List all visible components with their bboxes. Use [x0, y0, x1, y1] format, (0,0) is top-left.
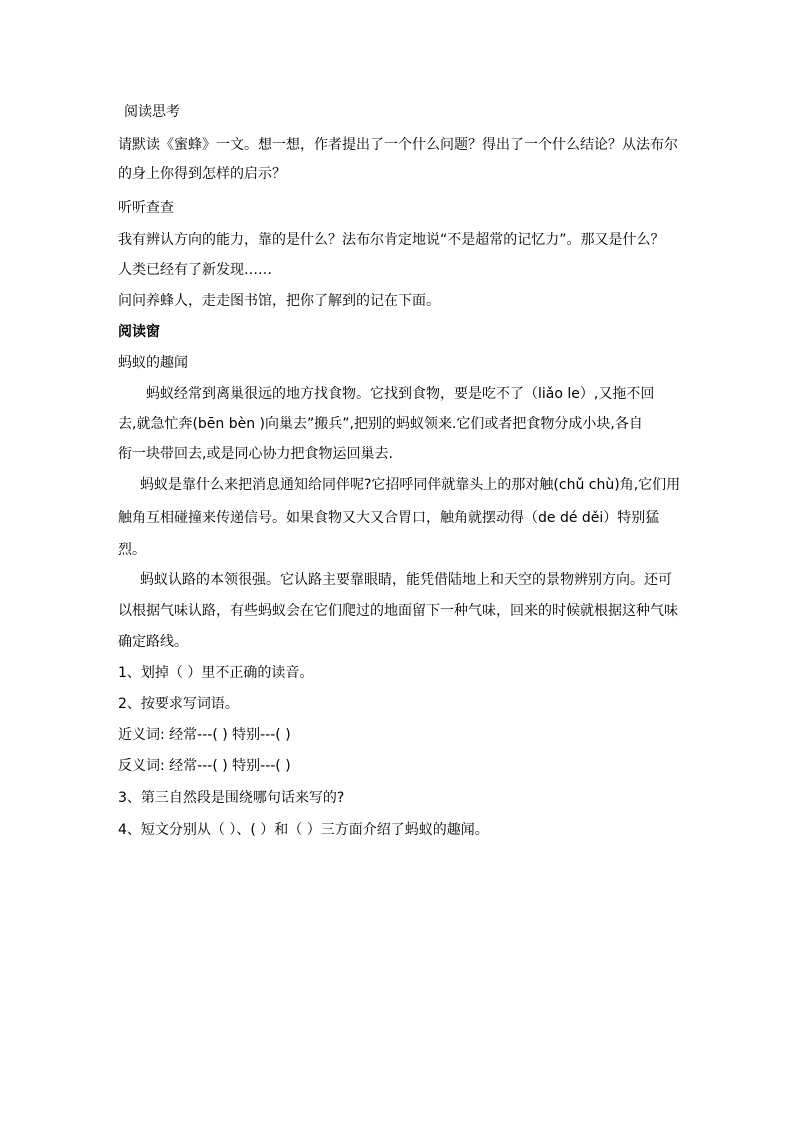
- section-title-reading-window: 阅读窗: [118, 324, 160, 340]
- question-1: 1、划掉（ ）里不正确的读音。: [118, 665, 314, 681]
- article-paragraph-1-line-2: 去,就急忙奔(bēn bèn )向巢去”搬兵”,把别的蚂蚁领来.它们或者把食物分成小块,各自: [118, 416, 643, 432]
- listen-check-paragraph-line-3: 问问养蜂人，走走图书馆，把你了解到的记在下面。: [118, 293, 440, 309]
- article-paragraph-2-line-2: 触角互相碰撞来传递信号。如果食物又大又合胃口，触角就摆动得（de dé děi）特别猛: [118, 510, 660, 526]
- article-paragraph-1-line-3: 衔一块带回去,或是同心协力把食物运回巢去.: [118, 446, 393, 462]
- question-4: 4、短文分别从（ ）、( ）和（ ）三方面介绍了蚂蚁的趣闻。: [118, 822, 489, 838]
- reading-thinking-paragraph-line-1: 请默读《蜜蜂》一文。想一想，作者提出了一个什么问题？得出了一个什么结论？从法布尔: [118, 137, 678, 153]
- question-2: 2、按要求写词语。: [118, 696, 239, 712]
- section-title-reading-thinking: 阅读思考: [124, 104, 180, 120]
- question-3: 3、第三自然段是围绕哪句话来写的?: [118, 790, 345, 806]
- article-paragraph-2-line-3: 烈。: [118, 542, 146, 558]
- article-paragraph-2-line-1: 蚂蚁是靠什么来把消息通知给同伴呢?它招呼同伴就靠头上的那对触(chǔ chù)角,它们用: [140, 477, 681, 493]
- reading-thinking-paragraph-line-2: 的身上你得到怎样的启示？: [118, 166, 286, 182]
- question-2-antonyms: 反义词: 经常---( ) 特别---( ): [118, 758, 291, 774]
- listen-check-paragraph-line-1: 我有辨认方向的能力，靠的是什么？法布尔肯定地说“不是超常的记忆力”。那又是什么？: [118, 232, 665, 248]
- article-paragraph-3-line-2: 以根据气味认路，有些蚂蚁会在它们爬过的地面留下一种气味，回来的时候就根据这种气味: [118, 603, 678, 619]
- section-title-listen-check: 听听查查: [118, 200, 174, 216]
- article-paragraph-3-line-3: 确定路线。: [118, 634, 188, 650]
- question-2-synonyms: 近义词: 经常---( ) 特别---( ): [118, 727, 291, 743]
- listen-check-paragraph-line-2: 人类已经有了新发现……: [118, 262, 272, 278]
- article-paragraph-1-line-1: 蚂蚁经常到离巢很远的地方找食物。它找到食物，要是吃不了（liǎo le）,又拖不回: [146, 386, 655, 402]
- article-paragraph-3-line-1: 蚂蚁认路的本领很强。它认路主要靠眼睛，能凭借陆地上和天空的景物辨别方向。还可: [140, 572, 672, 588]
- article-title: 蚂蚁的趣闻: [118, 355, 188, 371]
